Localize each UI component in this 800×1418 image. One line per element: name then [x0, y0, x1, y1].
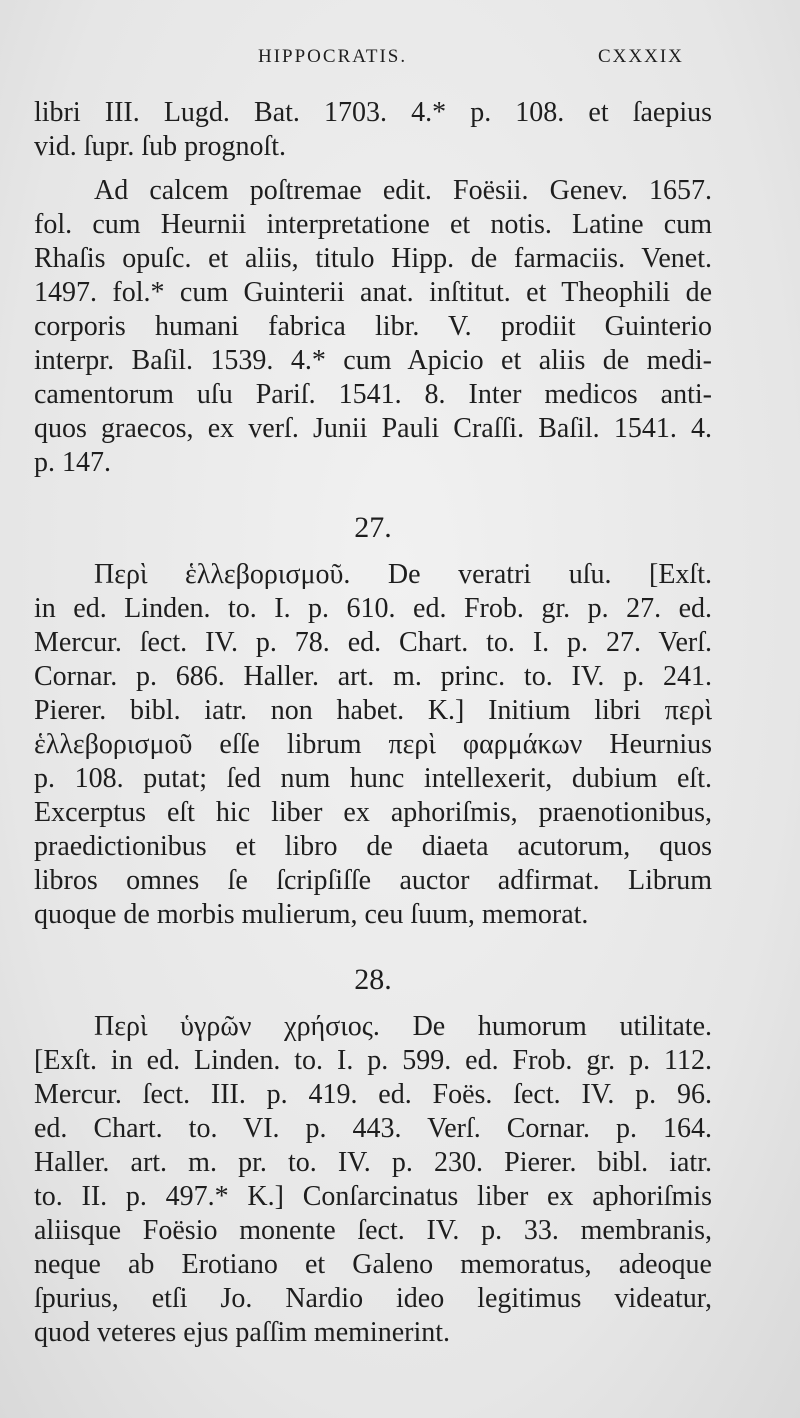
text-line: 1497. fol.* cum Guinterii anat. inſtitut. et Theophili de: [34, 277, 712, 308]
section-heading-line: Περὶ ἑλλεβορισμοῦ. De veratri uſu. [Exſt.: [94, 559, 712, 590]
text-line: camentorum uſu Pariſ. 1541. 8. Inter medicos anti-: [34, 379, 712, 410]
text-line: Excerptus eſt hic liber ex aphoriſmis, praenotionibus,: [34, 797, 712, 828]
section-number-28: 28.: [354, 963, 392, 996]
text-line: ſpurius, etſi Jo. Nardio ideo legitimus videatur,: [34, 1283, 712, 1314]
text-line: [Exſt. in ed. Linden. to. I. p. 599. ed. Frob. gr. p. 112.: [34, 1045, 712, 1076]
text-line: Haller. art. m. pr. to. IV. p. 230. Pierer. bibl. iatr.: [34, 1147, 712, 1178]
text-line: libri III. Lugd. Bat. 1703. 4.* p. 108. et ſaepius: [34, 97, 712, 128]
text-line: libros omnes ſe ſcripſiſſe auctor adfirmat. Librum: [34, 865, 712, 896]
text-line: ed. Chart. to. VI. p. 443. Verſ. Cornar. p. 164.: [34, 1113, 712, 1144]
text-line: interpr. Baſil. 1539. 4.* cum Apicio et aliis de medi-: [34, 345, 712, 376]
paragraph-libri: [34, 96, 712, 164]
text-line: quos graecos, ex verſ. Junii Pauli Craſſi. Baſil. 1541. 4.: [34, 413, 712, 444]
text-line: vid. ſupr. ſub prognoſt.: [34, 131, 286, 162]
text-line: in ed. Linden. to. I. p. 610. ed. Frob. gr. p. 27. ed.: [34, 593, 712, 624]
section-28-text: [34, 1010, 712, 1350]
text-line: Ad calcem poſtremae edit. Foësii. Genev. 1657.: [94, 175, 712, 206]
text-line: quoque de morbis mulierum, ceu ſuum, memorat.: [34, 899, 589, 930]
section-heading-line: Περὶ ὑγρῶν χρήσιος. De humorum utilitate.: [94, 1011, 712, 1042]
text-line: corporis humani fabrica libr. V. prodiit Guinterio: [34, 311, 712, 342]
text-line: Mercur. ſect. III. p. 419. ed. Foës. ſect. IV. p. 96.: [34, 1079, 712, 1110]
text-line: Pierer. bibl. iatr. non habet. K.] Initium libri περὶ: [34, 695, 712, 726]
running-title: HIPPOCRATIS.: [258, 46, 408, 67]
text-line: Rhaſis opuſc. et aliis, titulo Hipp. de farmaciis. Venet.: [34, 243, 712, 274]
text-line: to. II. p. 497.* K.] Conſarcinatus liber ex aphoriſmis: [34, 1181, 712, 1212]
text-line: p. 147.: [34, 447, 111, 478]
text-line: Mercur. ſect. IV. p. 78. ed. Chart. to. I. p. 27. Verſ.: [34, 627, 712, 658]
text-line: neque ab Erotiano et Galeno memoratus, adeoque: [34, 1249, 712, 1280]
page-body: [34, 96, 712, 1350]
text-line: ἑλλεβορισμοῦ eſſe librum περὶ φαρμάκων Heurnius: [34, 729, 712, 760]
section-number-27: 27.: [354, 511, 392, 544]
text-line: fol. cum Heurnii interpretatione et notis. Latine cum: [34, 209, 712, 240]
text-line: p. 108. putat; ſed num hunc intellexerit, dubium eſt.: [34, 763, 712, 794]
text-line: praedictionibus et libro de diaeta acutorum, quos: [34, 831, 712, 862]
running-header: [0, 46, 800, 76]
text-line: Cornar. p. 686. Haller. art. m. princ. to. IV. p. 241.: [34, 661, 712, 692]
page-number: CXXXIX: [598, 46, 684, 67]
section-27-text: [34, 558, 712, 932]
paragraph-editions: [34, 174, 712, 480]
text-line: quod veteres ejus paſſim meminerint.: [34, 1317, 451, 1348]
text-line: aliisque Foësio monente ſect. IV. p. 33. membranis,: [34, 1215, 712, 1246]
